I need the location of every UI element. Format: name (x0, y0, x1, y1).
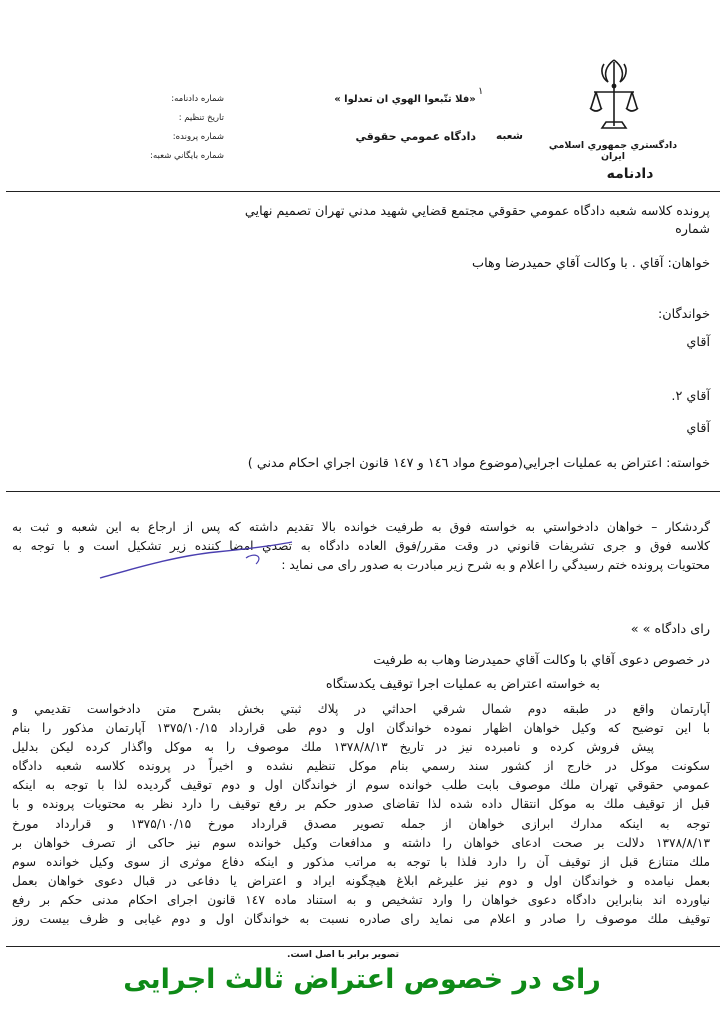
case-file-number-label: شماره (675, 222, 710, 237)
verdict-line: نياورده اند بنابراين دادگاه دعوى خواهان را وارد تشخيص و به استناد ماده ١٤٧ قانون اجراى احكام مدنى حكم بر رفع (12, 892, 710, 907)
document-meta (96, 90, 224, 166)
verdict-line: قبل از توقيف ملك به موكل انتقال داده شده لذا تقاضاى صدور حكم بر رفع توقيف را دارد نظر به محتويات پرونده و با (12, 797, 710, 812)
footer-divider (6, 946, 720, 947)
verdict-line: ۱۳۷۸/۸/۱۳ دلالت بر صحت ادعاى خواهان را داشته و مدافعات وكيل خوانده سوم نيز حاكى از تصرف خواهان بر (12, 835, 710, 850)
signature-scribble-icon (96, 538, 296, 588)
caption-banner: رای در خصوص اعتراض ثالث اجرایی (123, 964, 601, 995)
meta-archive-number: شماره بايگاني شعبه: (150, 151, 224, 161)
judiciary-emblem-icon (588, 56, 640, 136)
claim-line: خواسته: اعتراض به عمليات اجرايي(موضوع مواد ١٤٦ و ١٤٧ قانون اجراي احكام مدني ) (247, 456, 710, 471)
case-divider (6, 491, 720, 492)
plaintiff-line: خواهان: آقاي . با وكالت آقاي حميدرضا وهاب (472, 256, 710, 271)
document-title: دادنامه (606, 166, 654, 182)
verdict-intro-line: در خصوص دعوى آقاي با وكالت آقاي حميدرضا وهاب به طرفيت (373, 653, 710, 668)
branch-label: شعبه (496, 130, 523, 142)
certified-copy-note: تصوير برابر با اصل است. (287, 950, 399, 960)
defendant-3: آقاي (686, 421, 710, 436)
verdict-intro-line: به خواسته اعتراض به عمليات اجرا توقيف يكدستگاه (325, 677, 600, 692)
verdict-body (12, 700, 710, 929)
meta-file-number: شماره پرونده: (172, 132, 224, 142)
report-line: محتويات پرونده ختم رسيدگي را اعلام و به شرح زير مبادرت به صدور راى مى نمايد : (281, 558, 710, 573)
quran-quote: «فلا تتّبعوا الهوي ان تعدلوا » (334, 94, 476, 105)
meta-verdict-number: شماره دادنامه: (171, 94, 224, 104)
meta-date: تاريخ تنظيم : (178, 113, 224, 123)
emblem-caption: دادگستري جمهوري اسلامي ايران (548, 140, 678, 162)
verdict-title: راى دادگاه » » (630, 622, 710, 637)
defendants-label: خواندگان: (657, 307, 710, 322)
verdict-line: عمومي حقوقي تهران ملك موصوف بابت طلب خوانده سوم از خواندگان اول و دوم توقيف گرديده لذا با توجه به اينكه (12, 778, 710, 793)
verdict-line: بعمل نيامده و خواندگان اول و دوم نيز عليرغم ابلاغ هيچگونه ايراد و اعتراض يا دفاعى در قبال دعوى خواهان بعمل (12, 873, 710, 888)
case-file-line: پرونده كلاسه شعبه دادگاه عمومي حقوقي مجتمع قضايي شهيد مدني تهران تصميم نهايي (244, 204, 710, 219)
report-line: كلاسه فوق و جرى تشريفات قانوني در وقت مقرر/فوق العاده دادگاه به تصدي امضا كننده زير تشكيل است و با توجه به (12, 539, 710, 554)
verdict-line: سكونت موكل در خارج از كشور سند رسمي بنام موكل تنظيم نشده و اخيراً در پرونده كلاسه شعبه دادگاه (12, 759, 710, 774)
verdict-line: توقيف ملك موصوف را صادر و اعلام مى نمايد راى صادره نسبت به خواندگان اول و دوم غيابى و ظرف بيست روز (12, 912, 710, 927)
defendant-1: آقاي (686, 335, 710, 350)
report-line: گردشكار – خواهان دادخواستي به خواسته فوق به طرفيت خوانده بالا تقديم داشته كه پس از ارجاع به اين شعبه و ثبت به (12, 520, 710, 534)
defendant-2: آقاي ۲. (671, 389, 710, 404)
verdict-line: پيش فروش كرده و نامبرده نيز در تاريخ ۱۳۷۸/۸/۱۳ ملك موصوف را به موكل واگذار كرده ليكن بدليل (12, 740, 655, 755)
verdict-line: توجه به اينكه مدارك ابرازى خواهان از جمله تصوير مصدق قرارداد مورخ ۱۳۷۵/۱۰/۱۵ و قرارداد مورخ (12, 816, 710, 831)
verdict-line: با اين توضيح كه وكيل خواهان اظهار نموده خواندگان اول و دوم طى قرارداد ۱۳۷۵/۱۰/۱۵ آپارتمان مذكور را بنام (12, 721, 710, 736)
verdict-line: آپارتمان واقع در طبقه دوم شمال شرقي احداثي در پلاك ثبتي بخش بشرح متن دادخواست تقديمي و (12, 702, 710, 716)
verdict-line: ملك متنازع قبل از توقيف آن را دارد فلذا با توجه به مراتب مذكور و اينكه دفاع موثرى از سوى وكيل خوانده سوم (12, 854, 710, 869)
quote-number: ۱ (478, 86, 484, 97)
court-name: دادگاه عمومي حقوقي (355, 130, 476, 143)
header-divider (6, 191, 720, 192)
